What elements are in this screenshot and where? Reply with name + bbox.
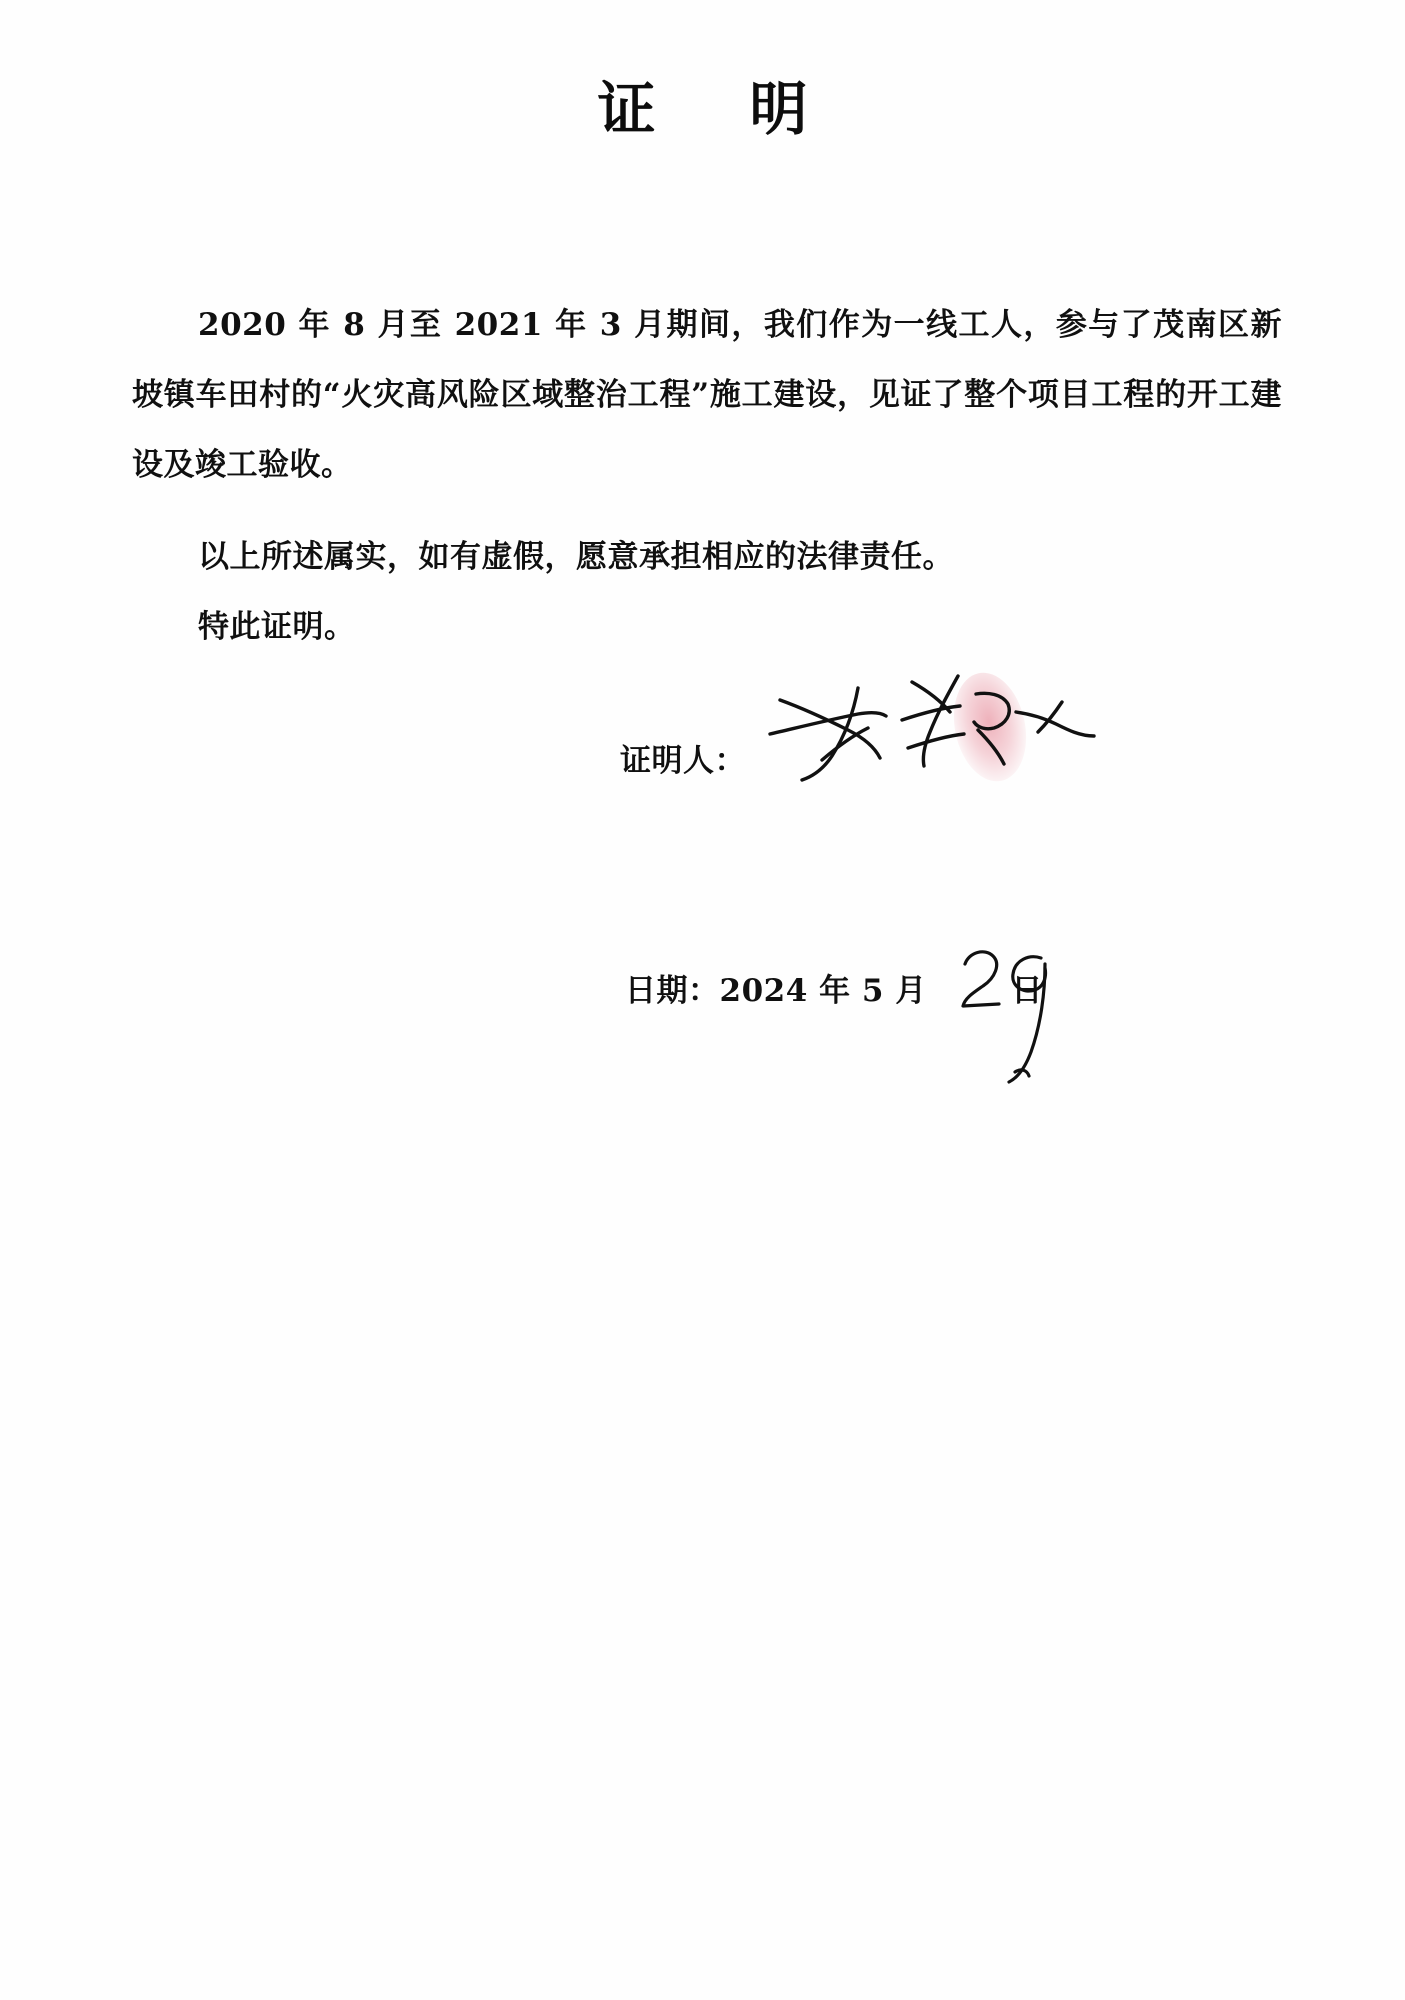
signature-label: 证明人：	[620, 743, 746, 779]
stamp-smudge	[944, 666, 1035, 788]
paragraph-1: 2020 年 8 月至 2021 年 3 月期间，我们作为一线工人，参与了茂南区新坡镇车田村的“火灾高风险区域整治工程”施工建设，见证了整个项目工程的开工建设及竣工验收。	[132, 307, 1282, 483]
paragraph-2: 以上所述属实，如有虚假，愿意承担相应的法律责任。	[198, 539, 954, 575]
page-title: 证 明	[597, 75, 826, 143]
date-label	[625, 965, 1043, 1010]
date-suffix: 日	[1011, 973, 1043, 1009]
date-prefix: 日期：2024 年 5 月	[625, 973, 927, 1009]
paragraph-3: 特此证明。	[198, 609, 356, 645]
handwritten-date-day	[955, 940, 1075, 1090]
document-body	[132, 290, 1282, 662]
handwritten-signature	[762, 660, 1122, 800]
